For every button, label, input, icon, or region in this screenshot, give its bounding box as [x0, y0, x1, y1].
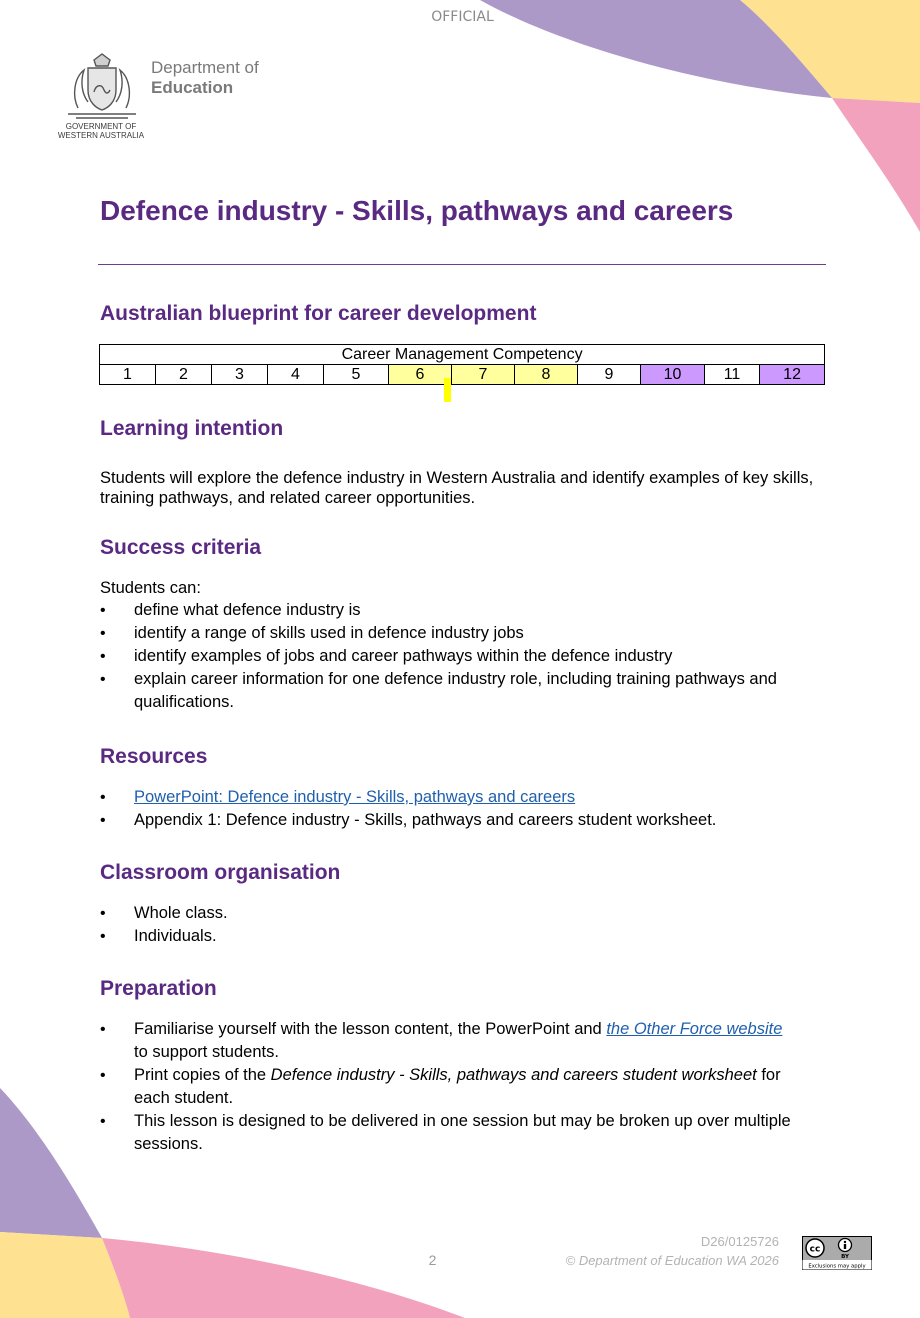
- competency-cell: 1: [100, 365, 156, 385]
- resources-list: [100, 786, 840, 832]
- competency-cell-highlighted: 12: [760, 365, 825, 385]
- prep-text: for each student.: [134, 1066, 781, 1107]
- gov-line-2: WESTERN AUSTRALIA: [57, 131, 145, 140]
- list-item: • Individuals.: [100, 925, 840, 948]
- department-name-line1: Department of: [151, 58, 259, 77]
- page-title: Defence industry - Skills, pathways and careers: [100, 195, 734, 226]
- list-item: • identify examples of jobs and career pathways within the defence industry: [100, 645, 840, 668]
- department-name-line2: Education: [151, 78, 234, 97]
- cc-label: Exclusions may apply: [808, 1263, 866, 1270]
- prep-text: Print copies of the: [134, 1066, 271, 1084]
- coat-of-arms-icon: [58, 50, 146, 122]
- competency-cell: 2: [156, 365, 212, 385]
- competency-cell: 4: [268, 365, 324, 385]
- bottom-purple-shape: [0, 1088, 102, 1238]
- classroom-heading: Classroom organisation: [100, 861, 341, 884]
- table-row: [100, 365, 825, 385]
- classification-label: OFFICIAL: [431, 9, 494, 25]
- text-cursor-highlight: [444, 378, 451, 402]
- list-item: • Appendix 1: Defence industry - Skills, pathways and careers student worksheet.: [100, 809, 840, 832]
- competency-cell: 3: [212, 365, 268, 385]
- worksheet-title: Defence industry - Skills, pathways and careers student worksheet: [270, 1066, 757, 1084]
- powerpoint-link[interactable]: PowerPoint: Defence industry - Skills, pathways and careers: [134, 788, 576, 806]
- document-id: D26/0125726: [700, 1234, 779, 1249]
- competency-cell-highlighted: 10: [641, 365, 705, 385]
- preparation-list: [100, 1018, 800, 1156]
- resources-heading: Resources: [100, 745, 208, 768]
- success-criteria-list: [100, 599, 840, 714]
- classroom-list: [100, 902, 840, 948]
- list-item: [100, 1018, 800, 1064]
- top-pink-shape: [832, 98, 920, 232]
- learning-intention-heading: Learning intention: [100, 417, 284, 440]
- success-criteria-heading: Success criteria: [100, 536, 262, 559]
- svg-text:cc: cc: [809, 1244, 821, 1255]
- gov-line-1: GOVERNMENT OF: [65, 122, 137, 131]
- competency-cell: 9: [578, 365, 641, 385]
- prep-text: to support students.: [134, 1043, 279, 1061]
- other-force-link[interactable]: the Other Force website: [606, 1020, 783, 1038]
- page-number: 2: [428, 1252, 437, 1268]
- creative-commons-icon: [802, 1236, 872, 1270]
- competency-cell: 5: [324, 365, 389, 385]
- competency-cell-highlighted: 6: [389, 365, 452, 385]
- list-item: • explain career information for one defence industry role, including training pathways and qualifications.: [100, 668, 840, 714]
- prep-text: Familiarise yourself with the lesson content, the PowerPoint and: [134, 1020, 607, 1038]
- competency-cell-highlighted: 8: [515, 365, 578, 385]
- title-divider: [98, 264, 826, 265]
- competency-cell-highlighted: 7: [452, 365, 515, 385]
- list-item: • Whole class.: [100, 902, 840, 925]
- list-item: [100, 786, 840, 809]
- competency-table-header: Career Management Competency: [100, 345, 825, 365]
- copyright-notice: © Department of Education WA 2026: [565, 1253, 779, 1268]
- competency-cell: 11: [705, 365, 760, 385]
- bottom-pink-shape: [102, 1238, 465, 1318]
- learning-intention-text: Students will explore the defence industry in Western Australia and identify examples of key skills, training pathways, and related career opportunities.: [100, 469, 814, 507]
- blueprint-heading: Australian blueprint for career development: [100, 302, 537, 325]
- list-item: • This lesson is designed to be delivered in one session but may be broken up over multiple sessions.: [100, 1110, 800, 1156]
- list-item: • define what defence industry is: [100, 599, 840, 622]
- list-item: [100, 1064, 800, 1110]
- cc-badge-text: BY: [841, 1254, 849, 1260]
- preparation-heading: Preparation: [100, 977, 217, 1000]
- success-criteria-intro: Students can:: [100, 579, 201, 597]
- competency-table: [99, 344, 825, 385]
- list-item: • identify a range of skills used in defence industry jobs: [100, 622, 840, 645]
